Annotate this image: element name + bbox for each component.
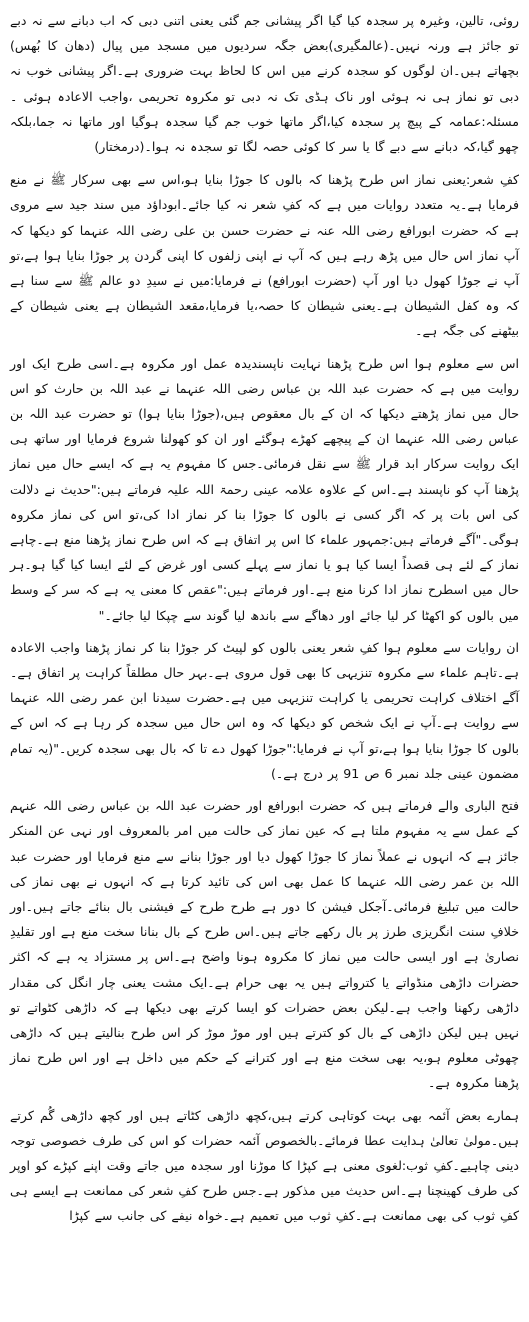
- paragraph-ruling-summary: ان روایات سے معلوم ہوا کفِ شعر یعنی بالوں کو لپیٹ کر جوڑا بنا کر نماز پڑھنا واجب الاعادہ ہے۔تاہم علماء سے مکروہ تنزیہی کا بھی قول مروی ہے۔بہر حال مطلقاً کراہت پر اتفاق ہے۔آگے اختلاف کراہت تحریمی یا کراہت تنزیہی میں ہے۔حضرت سیدنا ابن عمر رضی اللہ عنہما سے روایت ہے۔آپ نے ایک شخص کو دیکھا کہ وہ اس حال میں سجدہ کر رہا ہے کہ اس کے بالوں کا جوڑا بنایا ہوا ہے،تو آپ نے فرمایا:"جوڑا کھول دے تا کہ بال بھی سجدہ کریں۔"(یہ تمام مضمون عینی جلد نمبر 6 ص 91 پر درج ہے۔): [10, 639, 519, 781]
- paragraph-fath-al-bari: فتح الباری والے فرماتے ہیں کہ حضرت ابورافع اور حضرت عبد اللہ بن عباس رضی اللہ عنہم کے عمل سے یہ مفہوم ملتا ہے کہ عین نماز کی حالت میں امر بالمعروف اور نہی عن المنکر جائز ہے کہ انہوں نے عملاً نماز کا جوڑا کھول دیا اور جوڑا بنانے سے منع فرمایا اور حضرت عبد اللہ بن عمر رضی اللہ عنہما کا عمل بھی اس کی تائید کرتا ہے کہ انہوں نے بھی نماز کی حالت میں تبلیغ فرمائی۔آجکل فیشن کا دور ہے طرح طرح کے فیشنی بال بنائے جاتے ہیں۔اور خلافِ سنت انگریزی طرز پر بال رکھے جاتے ہیں۔اس طرح کے بال بنانا سخت منع ہے اور تقلیدِ نصاریٰ ہے اور ایسی حالت میں نماز کا مکروہ ہونا واضح ہے۔اس پر مستزاد یہ ہے کہ اکثر حضرات داڑھی منڈواتے یا کترواتے ہیں یہ بھی حرام ہے۔ایک مشت یعنی چار انگل کی مقدار داڑھی رکھنا واجب ہے۔لیکن بعض حضرات کو ایسا کرتے بھی دیکھا ہے کہ داڑھی کٹواتے تو نہیں ہیں لیکن داڑھی کے بال کو کترتے ہیں اور موڑ موڑ کر اس طرح بنالیتے ہیں کہ داڑھی چھوٹی معلوم ہو،یہ بھی سخت منع ہے اور کترانے کے حکم میں داخل ہے اور اس طرح نماز پڑھنا مکروہ ہے۔: [10, 798, 519, 1091]
- paragraph-prostration-on-soft-surfaces: روئی، تالین، وغیرہ پر سجدہ کیا گیا اگر پیشانی جم گئی یعنی اتنی دبی کہ اب دبانے سے نہ دبے تو جائز ہے ورنہ نہیں۔(عالمگیری)بعض جگہ سردیوں میں مسجد میں پیال (دھان کا بُھس) بچھاتے ہیں۔ان لوگوں کو سجدہ کرنے میں اس کا لحاظ بہت ضروری ہے۔اگر پیشانی خوب نہ دبی تو نماز ہی نہ ہوئی اور ناک ہڈی تک نہ دبی تو مکروہ تحریمی ،واجب الاعادہ ہوئی ۔مسئلہ:عمامہ کے پیچ پر سجدہ کیا،اگر ماتھا خوب جم گیا سجدہ ہوگیا اور ماتھا نہ جما،بلکہ چھو گیا،کہ دبانے سے دبے گا یا سر کا کوئی حصہ لگا تو سجدہ نہ ہوا۔(درمختار): [10, 13, 519, 155]
- paragraph-ibn-abbas-narration: اس سے معلوم ہوا اس طرح پڑھنا نہایت ناپسندیدہ عمل اور مکروہ ہے۔اسی طرح ایک اور روایت میں ہے کہ حضرت عبد اللہ بن عباس رضی اللہ عنہما نے عبد اللہ بن حارث کو اس حال میں نماز پڑھتے دیکھا کہ ان کے بال معقوص ہیں،(جوڑا بنایا ہوا) تو حضرت عبد اللہ بن عباس رضی اللہ عنہما ان کے پیچھے کھڑے ہوگئے اور ان کو کھولنا شروع فرمایا اور ساتھ ہی ایک روایت سرکار ابد قرار ﷺ سے نقل فرمائی۔جس کا مفہوم یہ ہے کہ ایسے حال میں نماز پڑھنا آپ کو ناپسند ہے۔اس کے علاوہ علامہ عینی رحمۃ اللہ علیہ فرماتے ہیں:"حدیث نے دلالت کی اس بات پر کہ اگر کسی نے بالوں کا جوڑا بنا کر نماز ادا کی،تو اس کی نماز مکروہ ہوگی۔"آگے فرماتے ہیں:جمہور علماء کا اس پر اتفاق ہے کہ اس طرح نماز پڑھنا منع ہے۔چاہے نماز کے لئے ہی قصداً ایسا کیا ہو یا نماز سے پہلے کسی اور غرض کے لئے ایسا کیا گیا ہو۔ہر حال میں اسطرح نماز ادا کرنا منع ہے۔اور فرماتے ہیں:"عقص کا معنی یہ ہے کہ سر کے وسط میں بالوں کو اکھٹا کر لیا جائے اور دھاگے سے باندھ لیا گوند سے چپکا لیا جائے۔": [10, 355, 519, 623]
- paragraph-kaff-e-shaar: کفِ شعر:یعنی نماز اس طرح پڑھنا کہ بالوں کا جوڑا بنایا ہو،اس سے بھی سرکار ﷺ نے منع فرمایا ہے۔یہ متعدد روایات میں ہے کہ کفِ شعر نہ کیا جائے۔ابوداؤد میں سند جید سے مروی ہے کہ حضرت ابورافع رضی اللہ عنہ نے حضرت حسن بن علی رضی اللہ عنہما کو دیکھا کہ آپ نماز اس حال میں پڑھ رہے ہیں کہ آپ نے اپنی زلفوں کا اپنی گردن پر جوڑا بنایا ہوا ہے،تو آپ نے جوڑا کھول دیا اور آپ (حضرت ابورافع) نے فرمایا:میں نے سیدِ دو عالم ﷺ سے سنا ہے کہ وہ کفل الشیطان ہے۔یعنی شیطان کا حصہ،یا فرمایا،مقعد الشیطان ہے یعنی شیطان کے بیٹھنے کی جگہ ہے۔: [10, 172, 519, 339]
- paragraph-kaff-e-thawb: ہمارے بعض آئمہ بھی بہت کوتاہی کرتے ہیں،کچھ داڑھی کٹاتے ہیں اور کچھ داڑھی گُم کرتے ہیں۔مولیٰ تعالیٰ ہدایت عطا فرمائے۔بالخصوص آئمہ حضرات کو اس کی طرف خصوصی توجہ دینی چاہیے۔کفِ ثوب:لغوی معنی ہے کپڑا کا موڑنا اور سجدہ میں جاتے وقت اپنے کپڑے کو اوپر کی طرف کھینچنا ہے۔اس حدیث میں مذکور ہے۔جس طرح کفِ شعر کی ممانعت ہے ایسے ہی کفِ ثوب کی بھی ممانعت ہے۔کفِ ثوب میں تعمیم ہے۔خواہ نیفے کی جانب سے کپڑا: [10, 1107, 519, 1224]
